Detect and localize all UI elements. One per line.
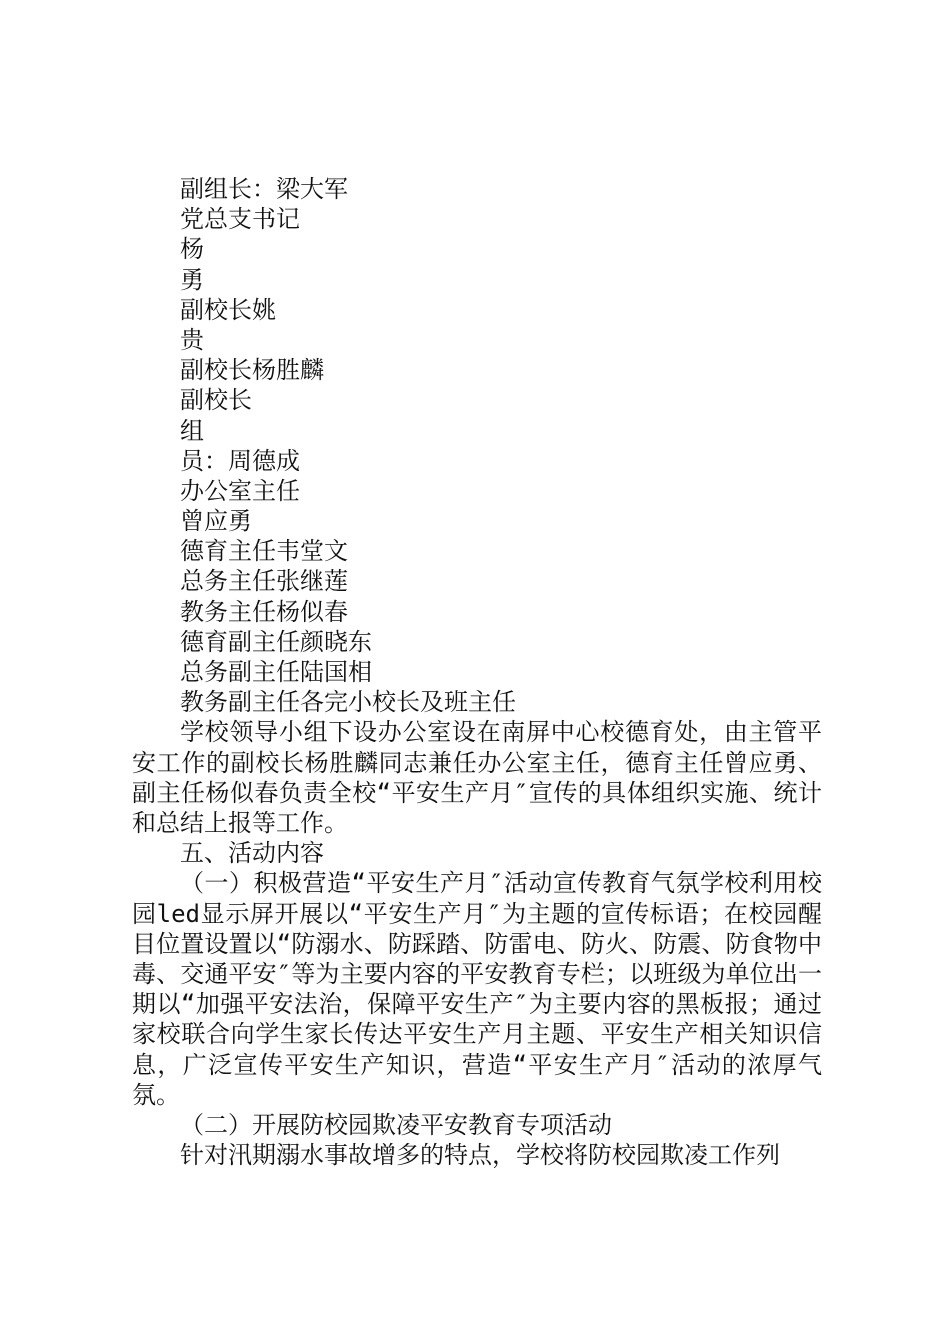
list-line: 贵: [180, 325, 204, 354]
list-line: 总务主任张继莲: [180, 567, 348, 596]
list-line: 德育副主任颜晓东: [180, 627, 372, 656]
list-line: 副校长: [180, 386, 252, 415]
list-line: 组: [180, 416, 204, 445]
list-line: 曾应勇: [180, 507, 252, 536]
list-line: 德育主任韦堂文: [180, 537, 348, 566]
subsection-heading: （二）开展防校园欺凌平安教育专项活动: [180, 1111, 612, 1139]
list-line: 副组长：梁大军: [180, 175, 348, 203]
list-line: 总务副主任陆国相: [180, 658, 372, 686]
list-line: 教务副主任各完小校长及班主任: [180, 688, 516, 717]
paragraph-activity-2: 针对汛期溺水事故增多的特点，学校将防校园欺凌工作列: [180, 1141, 780, 1170]
list-line: 党总支书记: [180, 205, 300, 234]
section-heading: 五、活动内容: [180, 839, 324, 868]
paragraph-activity-1: （一）积极营造“平安生产月″活动宣传教育气氛学校利用校园led显示屏开展以“平安生产月″为主题的宣传标语；在校园醒目位置设置以“防溺水、防踩踏、防雷电、防火、防震、防食物中毒、交通平安″等为主要内容的平安教育专栏；以班级为单位出一期以“加强平安法治，保障平安生产″为主要内容的黑板报；通过家校联合向学生家长传达平安生产月主题、平安生产相关知识信息，广泛宣传平安生产知识，营造“平安生产月″活动的浓厚气氛。: [132, 869, 822, 1109]
paragraph-office: 学校领导小组下设办公室设在南屏中心校德育处，由主管平安工作的副校长杨胜麟同志兼任办公室主任，德育主任曾应勇、副主任杨似春负责全校“平安生产月″宣传的具体组织实施、统计和总结上报等工作。: [132, 718, 822, 837]
list-line: 杨: [180, 235, 204, 264]
list-line: 勇: [180, 265, 204, 294]
list-line: 办公室主任: [180, 476, 300, 505]
document-body: [132, 174, 822, 1170]
list-line: 副校长姚: [180, 295, 276, 324]
list-line: 教务主任杨似春: [180, 597, 348, 626]
list-line: 员：周德成: [180, 446, 300, 475]
list-line: 副校长杨胜麟: [180, 356, 324, 385]
